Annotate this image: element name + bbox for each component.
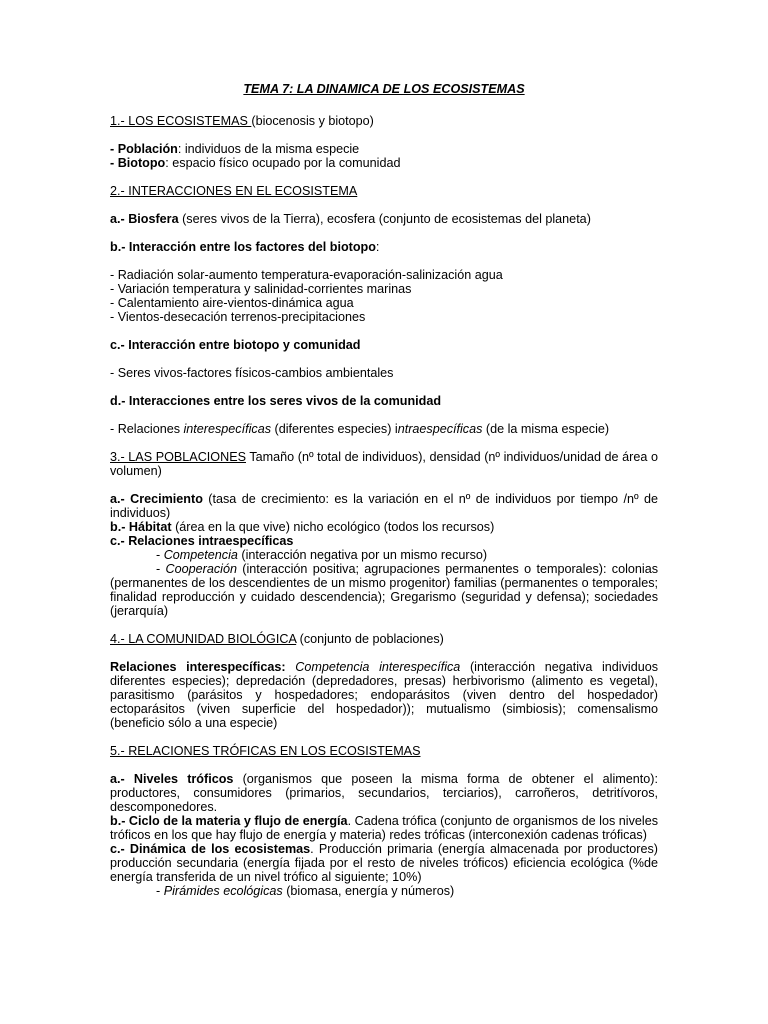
s2-d-i1: interespecíficas bbox=[183, 422, 271, 436]
s2-b-list bbox=[110, 268, 658, 324]
s2-d-t3: (de la misma especie) bbox=[482, 422, 610, 436]
section-4-heading-text: 4.- LA COMUNIDAD BIOLÓGICA bbox=[110, 632, 297, 646]
biotopo-label: - Biotopo bbox=[110, 156, 166, 170]
s5-c-text: . Producción primaria (energía almacenada por productores) producción secundaria (energía fijada por el resto de niveles tróficos) eficiencia ecológica (%de energía transferida de un nivel trófico al siguiente; 10%) bbox=[110, 842, 658, 884]
list-item: - Calentamiento aire-vientos-dinámica agua bbox=[110, 296, 354, 310]
piramides-dash: - bbox=[156, 884, 164, 898]
s2-d-line bbox=[110, 422, 658, 436]
biotopo-line bbox=[110, 156, 658, 170]
poblacion-label: - Población bbox=[110, 142, 178, 156]
s4-rel-text: (interacción negativa individuos diferentes especies); depredación (depredadores, presas) herbivorismo (alimento es vegetal), parasitismo (parásitos y hospedadores; endoparásitos (viven dentro del hospedador) ectoparásitos (viven superficie del hospedador)); mutualismo (simbiosis); comensalismo (beneficio sólo a una especie) bbox=[110, 660, 659, 730]
competencia-text: (interacción negativa por un mismo recurso) bbox=[237, 548, 488, 562]
section-3-heading bbox=[110, 450, 658, 478]
list-item: - Vientos-desecación terrenos-precipitaciones bbox=[110, 310, 366, 324]
s2-d-label: d.- Interacciones entre los seres vivos de la comunidad bbox=[110, 394, 442, 408]
s2-b-colon: : bbox=[375, 240, 380, 254]
s5-b-text: . Cadena trófica (conjunto de organismos de los niveles tróficos en los que hay flujo de energía y materia) redes tróficas (interconexión cadenas tróficas) bbox=[110, 814, 658, 842]
s5-c-line bbox=[110, 842, 658, 884]
s2-a-label: a.- Biosfera bbox=[110, 212, 179, 226]
s5-b-label: b.- Ciclo de la materia y flujo de energía bbox=[110, 814, 348, 828]
list-item: - Variación temperatura y salinidad-corrientes marinas bbox=[110, 282, 412, 296]
s3-b-line bbox=[110, 520, 658, 534]
poblacion-text: : individuos de la misma especie bbox=[177, 142, 360, 156]
s5-a-text: (organismos que poseen la misma forma de obtener el alimento): productores, consumidores (primarios, secundarios, terciarios), carroñeros, detritívoros, descomponedores. bbox=[110, 772, 658, 814]
s4-rel-label: Relaciones interespecíficas: bbox=[110, 660, 286, 674]
s5-a-line bbox=[110, 772, 658, 814]
competencia-label: Competencia bbox=[163, 548, 238, 562]
piramides-line bbox=[110, 884, 658, 898]
s5-b-line bbox=[110, 814, 658, 842]
s2-d-t1: - Relaciones bbox=[110, 422, 184, 436]
s2-a-line bbox=[110, 212, 658, 226]
s5-a-label: a.- Niveles tróficos bbox=[110, 772, 234, 786]
s2-d-i2: ntraespecíficas bbox=[397, 422, 483, 436]
cooperacion-line bbox=[110, 562, 658, 618]
section-1-heading-text: 1.- LOS ECOSISTEMAS bbox=[110, 114, 252, 128]
s3-a-label: a.- Crecimiento bbox=[110, 492, 203, 506]
document-page bbox=[110, 82, 658, 898]
piramides-text: (biomasa, energía y números) bbox=[282, 884, 455, 898]
s3-b-text: (área en la que vive) nicho ecológico (todos los recursos) bbox=[171, 520, 495, 534]
s5-c-label: c.- Dinámica de los ecosistemas bbox=[110, 842, 311, 856]
list-item: - Radiación solar-aumento temperatura-evaporación-salinización agua bbox=[110, 268, 503, 282]
s3-b-label: b.- Hábitat bbox=[110, 520, 172, 534]
cooperacion-text: (interacción positiva; agrupaciones permanentes o temporales): colonias (permanentes de los descendientes de un mismo progenitor) familias (permanentes o temporales; finalidad reproducción y cuidado descendencia); Gregarismo (seguridad y defensa); sociedades (jerarquía) bbox=[110, 562, 658, 618]
s3-a-text: (tasa de crecimiento: es la variación en el nº de individuos por tiempo /nº de individuos) bbox=[110, 492, 658, 520]
cooperacion-dash: - bbox=[156, 562, 166, 576]
s4-rel-space bbox=[286, 660, 296, 674]
section-5-heading: 5.- RELACIONES TRÓFICAS EN LOS ECOSISTEMAS bbox=[110, 744, 421, 758]
competencia-line bbox=[110, 548, 658, 562]
s2-d-t2: (diferentes especies) i bbox=[271, 422, 398, 436]
section-4-heading-rest: (conjunto de poblaciones) bbox=[296, 632, 444, 646]
section-1-heading bbox=[110, 114, 658, 128]
document-title: TEMA 7: LA DINAMICA DE LOS ECOSISTEMAS bbox=[243, 82, 525, 96]
cooperacion-label: Cooperación bbox=[165, 562, 237, 576]
section-1-heading-rest: (biocenosis y biotopo) bbox=[251, 114, 374, 128]
s2-c-label: c.- Interacción entre biotopo y comunidad bbox=[110, 338, 361, 352]
section-2-heading: 2.- INTERACCIONES EN EL ECOSISTEMA bbox=[110, 184, 358, 198]
piramides-label: Pirámides ecológicas bbox=[163, 884, 283, 898]
s3-c-label: c.- Relaciones intraespecíficas bbox=[110, 534, 294, 548]
section-3-heading-rest: Tamaño (nº total de individuos), densidad (nº individuos/unidad de área o volumen) bbox=[110, 450, 658, 478]
s4-rel-italic: Competencia interespecífica bbox=[295, 660, 461, 674]
s2-c-item: - Seres vivos-factores físicos-cambios ambientales bbox=[110, 366, 394, 380]
s2-b-label: b.- Interacción entre los factores del biotopo bbox=[110, 240, 376, 254]
s2-b-line bbox=[110, 240, 658, 254]
s3-a-line bbox=[110, 492, 658, 520]
section-3-heading-text: 3.- LAS POBLACIONES bbox=[110, 450, 246, 464]
poblacion-line bbox=[110, 142, 658, 156]
competencia-dash: - bbox=[156, 548, 164, 562]
s4-relaciones bbox=[110, 660, 658, 730]
section-4-heading bbox=[110, 632, 658, 646]
biotopo-text: : espacio físico ocupado por la comunidad bbox=[165, 156, 401, 170]
s2-a-text: (seres vivos de la Tierra), ecosfera (conjunto de ecosistemas del planeta) bbox=[178, 212, 591, 226]
